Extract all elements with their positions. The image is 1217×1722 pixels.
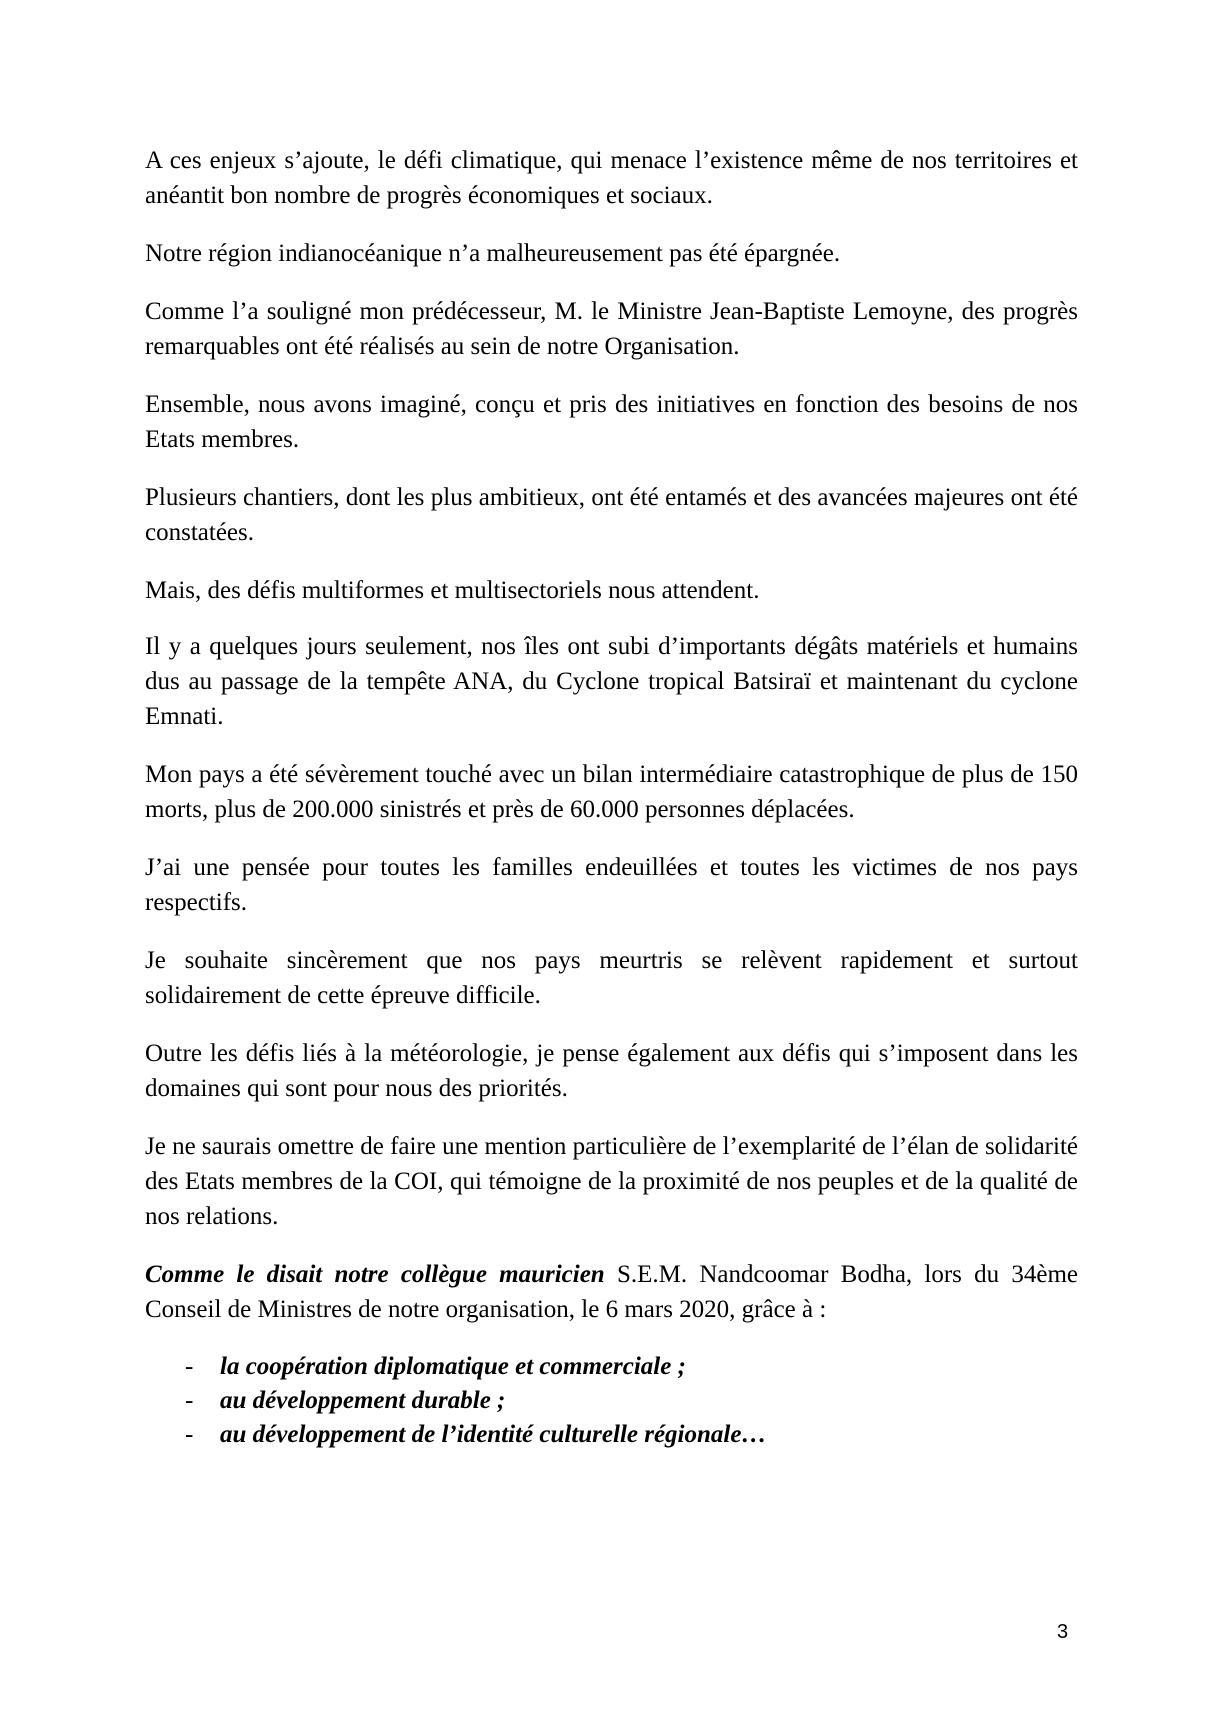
paragraph: Je ne saurais omettre de faire une mention particulière de l’exemplarité de l’élan de solidarité des Etats membres de la COI, qui témoigne de la proximité de nos peuples et de la qualité de nos relations. xyxy=(145,1133,1078,1230)
paragraph: Notre région indianocéanique n’a malheureusement pas été épargnée. xyxy=(145,240,841,267)
page-body xyxy=(145,143,1078,1452)
paragraph: J’ai une pensée pour toutes les familles endeuillées et toutes les victimes de nos pays respectifs. xyxy=(145,854,1078,916)
paragraph: Il y a quelques jours seulement, nos îles ont subi d’importants dégâts matériels et humains dus au passage de la tempête ANA, du Cyclone tropical Batsiraï et maintenant du cyclone Emnati. xyxy=(145,633,1078,730)
paragraph: Ensemble, nous avons imaginé, conçu et pris des initiatives en fonction des besoins de nos Etats membres. xyxy=(145,391,1078,453)
bullet-marker: - xyxy=(185,1421,194,1448)
paragraph: Plusieurs chantiers, dont les plus ambitieux, ont été entamés et des avancées majeures ont été constatées. xyxy=(145,484,1078,546)
final-paragraph xyxy=(145,1257,1078,1327)
paragraph: Je souhaite sincèrement que nos pays meurtris se relèvent rapidement et surtout solidairement de cette épreuve difficile. xyxy=(145,947,1078,1009)
bullet-text: la coopération diplomatique et commerciale ; xyxy=(220,1353,686,1380)
bullet-marker: - xyxy=(185,1353,194,1380)
final-paragraph-lead: Comme le disait notre collègue mauricien xyxy=(145,1261,605,1288)
paragraph: Comme l’a souligné mon prédécesseur, M. le Ministre Jean-Baptiste Lemoyne, des progrès remarquables ont été réalisés au sein de notre Organisation. xyxy=(145,298,1078,360)
paragraph: A ces enjeux s’ajoute, le défi climatique, qui menace l’existence même de nos territoires et anéantit bon nombre de progrès économiques et sociaux. xyxy=(145,147,1078,209)
bullet-list xyxy=(145,1350,1078,1452)
bullet-item xyxy=(145,1350,1078,1384)
bullet-marker: - xyxy=(185,1387,194,1414)
paragraph: Mais, des défis multiformes et multisectoriels nous attendent. xyxy=(145,577,760,604)
bullet-item xyxy=(145,1418,1078,1452)
paragraph: Mon pays a été sévèrement touché avec un bilan intermédiaire catastrophique de plus de 150 morts, plus de 200.000 sinistrés et près de 60.000 personnes déplacées. xyxy=(145,761,1078,823)
bullet-text: au développement durable ; xyxy=(220,1387,506,1414)
paragraph: Outre les défis liés à la météorologie, je pense également aux défis qui s’imposent dans les domaines qui sont pour nous des priorités. xyxy=(145,1040,1078,1102)
bullet-item xyxy=(145,1384,1078,1418)
page-number: 3 xyxy=(1057,1621,1069,1643)
bullet-text: au développement de l’identité culturelle régionale… xyxy=(220,1421,767,1448)
final-paragraph-rest: S.E.M. Nandcoomar Bodha, lors du 34ème Conseil de Ministres de notre organisation, le 6 mars 2020, grâce à : xyxy=(145,1261,1078,1323)
